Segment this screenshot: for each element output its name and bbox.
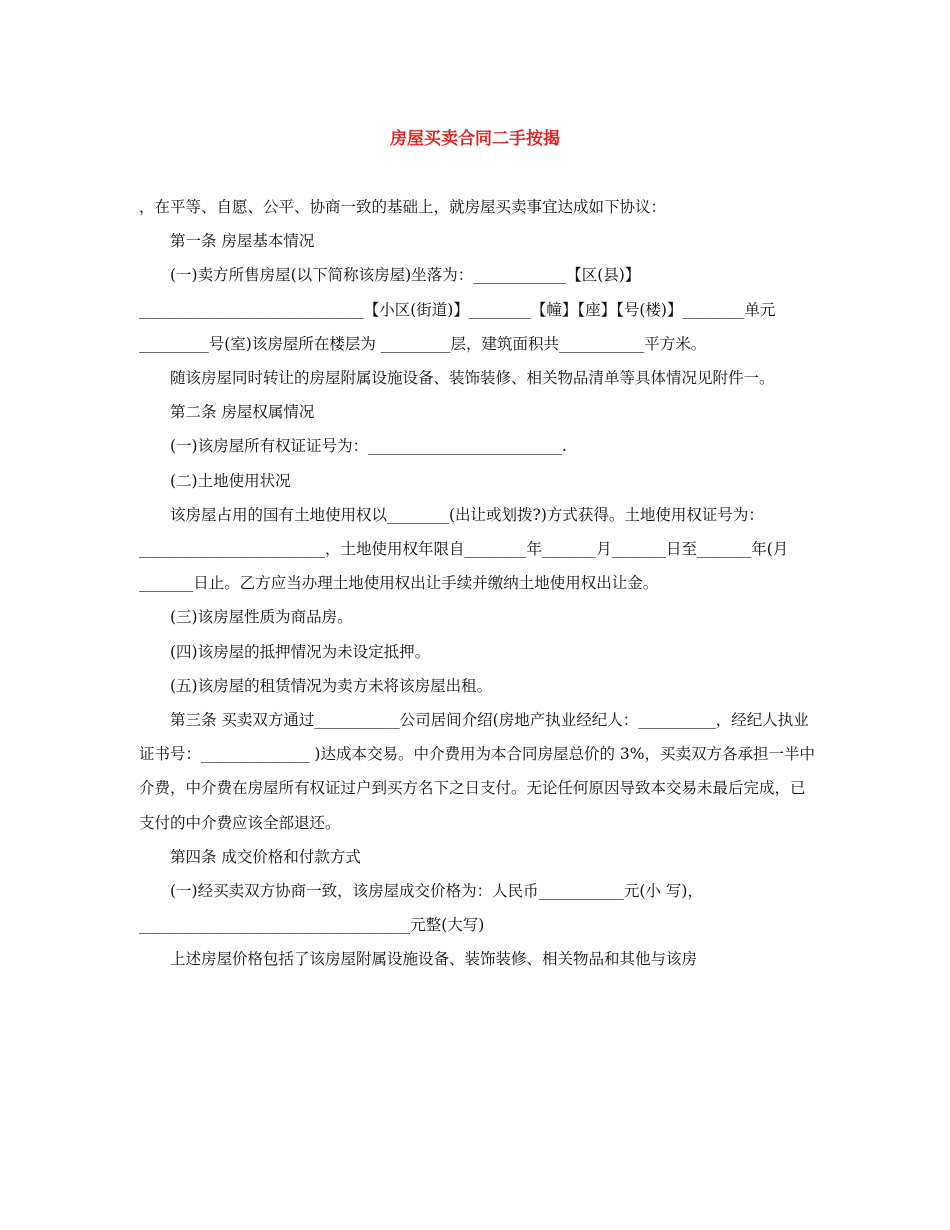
document-body: [139, 190, 819, 977]
article-3-paragraph: 第三条 买卖双方通过___________公司居间介绍(房地产执业经纪人：__________，经纪人执业证书号：______________ )达成本交易。中介费用为本合同房屋总价的 3%，买卖双方各承担一半中介费，中介费在房屋所有权证过户到买方名下之日支付。无论任何原因导致本交易未最后完成，已支付的中介费应该全部退还。: [139, 711, 815, 832]
paragraph-property-nature: (三)该房屋性质为商品房。: [170, 608, 353, 627]
article-4-heading: 第四条 成交价格和付款方式: [170, 847, 361, 866]
paragraph-mortgage: (四)该房屋的抵押情况为未设定抵押。: [170, 642, 431, 661]
article-2-heading: 第二条 房屋权属情况: [170, 403, 315, 422]
paragraph-ownership-cert: (一)该房屋所有权证证号为：_________________________.: [170, 437, 567, 456]
paragraph-price-includes: 上述房屋价格包括了该房屋附属设施设备、装饰装修、相关物品和其他与该房: [170, 950, 698, 969]
document-title: 房屋买卖合同二手按揭: [390, 129, 560, 149]
article-1-heading: 第一条 房屋基本情况: [170, 232, 315, 251]
paragraph-price: (一)经买卖双方协商一致，该房屋成交价格为：人民币___________元(小 写)，___________________________________元整(大写): [139, 882, 703, 935]
paragraph-attachments: 随该房屋同时转让的房屋附属设施设备、装饰装修、相关物品清单等具体情况见附件一。: [170, 369, 775, 388]
paragraph-land-use: 该房屋占用的国有土地使用权以________(出让或划拨?)方式获得。土地使用权证号为：________________________，土地使用权年限自________年_______月_______日至_______年(月_______日止。乙方应当办理土地使用权出让手续并缴纳土地使用权出让金。: [139, 505, 789, 593]
paragraph-land-use-heading: (二)土地使用状况: [170, 471, 291, 490]
paragraph-location: (一)卖方所售房屋(以下简称该房屋)坐落为：____________【区(县)】 _____________________________【小区(街道)】________【幢】【座】【号(楼)】________单元 _________号(室)该房屋所在楼层为 _________层，建筑面积共___________平方米。: [139, 266, 776, 353]
paragraph-lease: (五)该房屋的租赁情况为卖方未将该房屋出租。: [170, 676, 493, 695]
paragraph-intro: ，在平等、自愿、公平、协商一致的基础上，就房屋买卖事宜达成如下协议：: [139, 198, 667, 216]
